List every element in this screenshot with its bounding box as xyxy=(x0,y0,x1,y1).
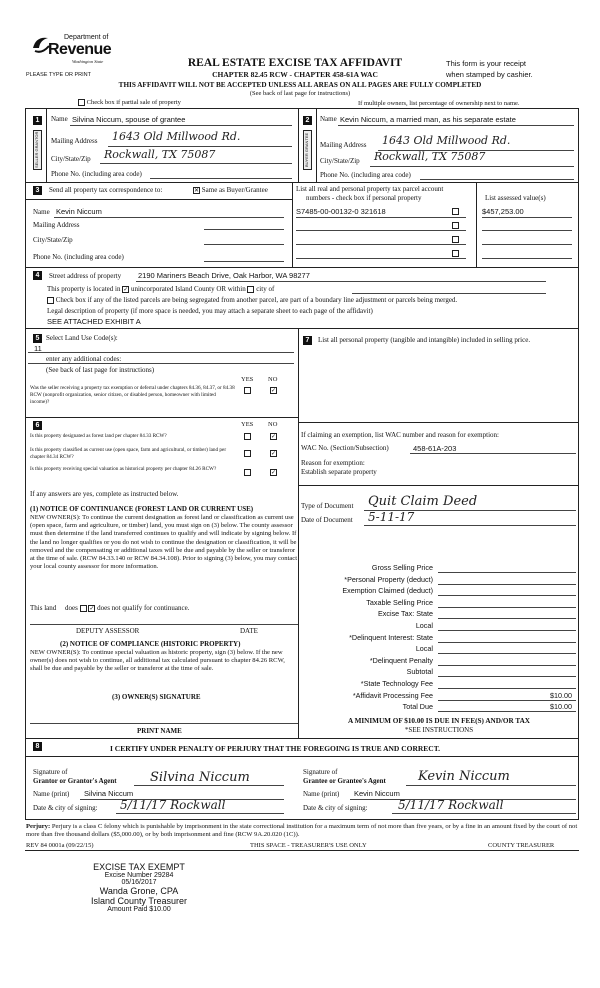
s6-deputy-label: DEPUTY ASSESSOR xyxy=(76,627,140,635)
s7-reason-value: Establish separate property xyxy=(301,468,377,476)
parcel-header-1: List all real and personal property tax parcel account xyxy=(296,185,444,193)
county-treasurer: COUNTY TREASURER xyxy=(488,842,555,849)
s6-print-name: PRINT NAME xyxy=(137,727,182,735)
s8-grantor-date: 5/11/17 Rockwall xyxy=(120,798,226,812)
section-3-number: 3 xyxy=(33,186,42,195)
s6-land-row xyxy=(30,604,189,612)
s4-segregated-label: Check box if any of the listed parcels are being segregated from another parcel, are part of a boundary line adjustment or parcels being merged. xyxy=(55,296,458,304)
city-of-checkbox[interactable] xyxy=(247,286,254,293)
s6-q3: Is this property receiving special valuation as historical property per chapter 84.26 RCW? xyxy=(30,466,217,472)
s7-label: List all personal property (tangible and intangible) included in selling price. xyxy=(318,336,531,344)
s6-q2-no[interactable]: ✓ xyxy=(271,450,277,457)
parcel-personal-checkbox-4[interactable] xyxy=(452,250,459,257)
partial-sale-row xyxy=(78,99,181,106)
s4-located-label-2: unincorporated Island County OR within xyxy=(130,285,246,293)
s5-label: Select Land Use Code(s): xyxy=(46,334,118,342)
stamp-line-2: Excise Number 29284 xyxy=(104,872,174,879)
minimum-note: A MINIMUM OF $10.00 IS DUE IN FEE(S) AND/OR TAX xyxy=(348,717,530,725)
s5-see-back: (See back of last page for instructions) xyxy=(46,366,155,374)
section-2-number: 2 xyxy=(303,116,312,125)
s7-reason-label: Reason for exemption: xyxy=(301,459,365,467)
s6-date-label: DATE xyxy=(240,627,258,635)
parcel-personal-checkbox-2[interactable] xyxy=(452,222,459,229)
unincorporated-checkbox[interactable]: ✓ xyxy=(123,285,129,293)
s6-q3-yes[interactable] xyxy=(244,469,251,476)
s1-name-value: Silvina Niccum, spouse of grantee xyxy=(72,115,186,124)
s5-yes-header: YES xyxy=(241,376,254,383)
s8-grantee-label: Grantee or Grantee's Agent xyxy=(303,777,386,785)
s3-city-label: City/State/Zip xyxy=(33,236,73,244)
section-4-number: 4 xyxy=(33,271,42,280)
form-subtitle: CHAPTER 82.45 RCW - CHAPTER 458-61A WAC xyxy=(212,70,378,79)
seller-grantor-label: SELLER GRANTOR xyxy=(33,130,42,170)
s6-c2-title: (2) NOTICE OF COMPLIANCE (HISTORIC PROPERTY) xyxy=(60,640,241,648)
s2-name-value: Kevin Niccum, a married man, as his separate estate xyxy=(340,115,516,124)
s7-wac-label: WAC No. (Section/Subsection) xyxy=(301,444,389,452)
fee-label: Total Due xyxy=(402,702,433,712)
s6-does: does xyxy=(65,604,78,612)
s3-send-label: Send all property tax correspondence to: xyxy=(49,186,163,194)
s8-grantee-sig-label: Signature of xyxy=(303,768,338,776)
s1-phone-label: Phone No. (including area code) xyxy=(51,170,142,178)
form-rev: REV 84 0001a (09/22/15) xyxy=(26,842,94,849)
dor-logo-word: Revenue xyxy=(48,41,112,58)
s1-city-value: Rockwall, TX 75087 xyxy=(104,148,216,161)
s1-city-label: City/State/Zip xyxy=(51,155,91,163)
s3-phone-label: Phone No. (including area code) xyxy=(33,253,124,261)
s8-grantee-date: 5/11/17 Rockwall xyxy=(398,798,504,812)
s6-does-not: does not qualify for continuance. xyxy=(97,604,190,612)
s7-doc-type-value: Quit Claim Deed xyxy=(368,494,478,509)
s2-name-label: Name xyxy=(320,115,337,123)
type-or-print-note: PLEASE TYPE OR PRINT xyxy=(26,72,92,78)
s8-grantee-name: Kevin Niccum xyxy=(354,789,400,798)
form-warning: THIS AFFIDAVIT WILL NOT BE ACCEPTED UNLESS ALL AREAS ON ALL PAGES ARE FULLY COMPLETED xyxy=(118,81,482,89)
s6-does-checkbox[interactable] xyxy=(80,605,87,612)
s5-question: Was the seller receiving a property tax exemption or deferral under chapters 84.36, 84.37, or 84.38 RCW (nonprofit organization, senior citizen, or disabled person, homeowner with limited income)? xyxy=(30,385,235,405)
stamp-line-3: 05/16/2017 xyxy=(121,879,157,886)
perjury-text: Perjury is a class C felony which is punishable by imprisonment in the state correctional institution for a maximum term of not more than five years, or by a fine in an amount fixed by the court of not more than five thousand dollars ($5,000.00), or by both imprisonment and fine (RCW 9A.20.020 (1C)). xyxy=(26,823,578,838)
s6-q2-yes[interactable] xyxy=(244,450,251,457)
fee-label: *Delinquent Interest: State xyxy=(349,632,433,642)
s4-located-label-1: This property is located in xyxy=(47,285,121,293)
fee-label: Local xyxy=(415,621,433,630)
s4-street-value: 2190 Mariners Beach Drive, Oak Harbor, WA 98277 xyxy=(138,271,310,280)
parcel-header-2: numbers - check box if personal property xyxy=(306,194,422,202)
parcel-number: S7485-00-00132-0 321618 xyxy=(296,207,386,216)
same-as-buyer-checkbox[interactable]: ✕ xyxy=(194,186,200,194)
s4-located-label-3: city of xyxy=(256,285,275,293)
fee-value: $10.00 xyxy=(550,690,572,700)
s2-city-label: City/State/Zip xyxy=(320,157,360,165)
s1-name-label: Name xyxy=(51,115,68,123)
s3-same-row xyxy=(193,186,268,194)
s8-grantor-signature: Silvina Niccum xyxy=(150,770,250,785)
s1-mail-label: Mailing Address xyxy=(51,137,98,145)
s2-city-value: Rockwall, TX 75087 xyxy=(374,150,486,163)
fee-label: *State Technology Fee xyxy=(360,679,433,688)
s2-mail-value: 1643 Old Millwood Rd. xyxy=(382,134,511,147)
fee-label: Exemption Claimed (deduct) xyxy=(342,586,433,596)
s4-street-label: Street address of property xyxy=(49,272,122,280)
fee-label: *Personal Property (deduct) xyxy=(344,574,433,584)
receipt-note-1: This form is your receipt xyxy=(446,59,527,68)
form-title: REAL ESTATE EXCISE TAX AFFIDAVIT xyxy=(187,57,403,69)
parcel-personal-checkbox-1[interactable] xyxy=(452,208,459,215)
s6-c1-title: (1) NOTICE OF CONTINUANCE (FOREST LAND OR CURRENT USE) xyxy=(30,505,254,513)
s8-grantor-date-label: Date & city of signing: xyxy=(33,804,98,812)
s5-no-header: NO xyxy=(268,376,278,383)
s2-mail-label: Mailing Address xyxy=(320,141,367,149)
dor-logo xyxy=(26,32,126,66)
s3-name-label: Name xyxy=(33,208,50,216)
see-instructions-note: *SEE INSTRUCTIONS xyxy=(404,726,474,734)
section-1-number: 1 xyxy=(33,116,42,125)
see-back-note: (See back of last page for instructions) xyxy=(249,90,351,97)
assessed-header: List assessed value(s) xyxy=(485,194,546,202)
fee-label: *Affidavit Processing Fee xyxy=(352,690,433,700)
s6-c1-text: NEW OWNER(S): To continue the current designation as forest land or classification as current use (open space, farm and agriculture, or timber) land, you must sign on (3) below. The county assessor must then determine if the land transferred continues to qualify and will indicate by signing below. If the land no longer qualifies or you do not wish to continue the designation or classification, it will be removed and the compensating or additional taxes will be due and payable by the seller or transferor at the time of sale. (RCW 84.33.140 or RCW 84.34.108). Prior to signing (3) below, you may contact your local county assessor for more information. xyxy=(30,514,298,571)
s4-segregated-row xyxy=(47,296,577,304)
s8-grantor-label: Grantor or Grantor's Agent xyxy=(33,777,117,785)
stamp-line-5: Island County Treasurer xyxy=(90,896,188,906)
section-6-number: 6 xyxy=(33,421,42,430)
perjury-title: Perjury: xyxy=(26,823,51,830)
fee-label: Taxable Selling Price xyxy=(366,597,433,607)
s7-doc-date-value: 5-11-17 xyxy=(368,510,415,524)
fee-label: Excise Tax: State xyxy=(378,609,433,619)
s7-doc-type-label: Type of Document xyxy=(301,502,354,510)
s6-does-not-checkbox[interactable]: ✓ xyxy=(89,604,95,612)
s6-if-yes: If any answers are yes, complete as instructed below. xyxy=(30,490,179,498)
s6-yes-header: YES xyxy=(241,421,254,428)
s8-grantee-name-label: Name (print) xyxy=(303,790,340,798)
s8-grantor-name: Silvina Niccum xyxy=(84,789,134,798)
s7-wac-value: 458-61A-203 xyxy=(413,444,457,453)
s2-phone-label: Phone No. (including area code) xyxy=(320,171,411,179)
stamp-line-6: Amount Paid $10.00 xyxy=(107,906,171,913)
s7-exemption-label: If claiming an exemption, list WAC number and reason for exemption: xyxy=(301,431,499,439)
s4-located-row xyxy=(47,285,274,293)
s7-doc-date-label: Date of Document xyxy=(301,516,353,524)
section-8-number: 8 xyxy=(33,742,42,751)
s8-grantee-date-label: Date & city of signing: xyxy=(303,804,368,812)
stamp-line-1: EXCISE TAX EXEMPT xyxy=(93,862,185,872)
dor-logo-tagline: Washington State xyxy=(72,59,104,64)
s1-mail-value: 1643 Old Millwood Rd. xyxy=(112,130,241,143)
receipt-note-2: when stamped by cashier. xyxy=(446,70,533,79)
s6-q1-yes[interactable] xyxy=(244,433,251,440)
s6-this-land: This land xyxy=(30,604,57,612)
s5-additional-label: enter any additional codes: xyxy=(46,355,122,363)
perjury-block xyxy=(26,823,578,839)
s3-name-value: Kevin Niccum xyxy=(56,207,102,216)
fee-value: $10.00 xyxy=(550,702,572,712)
partial-sale-checkbox[interactable] xyxy=(78,99,85,106)
s6-c2-text: NEW OWNER(S): To continue special valuation as historic property, sign (3) below. If the new owner(s) does not wish to continue, all additional tax calculated pursuant to chapter 84.26 RCW, shall be due and payable by the seller or transferor at the time of sale. xyxy=(30,649,285,673)
s6-q2: Is this property classified as current use (open space, farm and agricultural, or timber) land per chapter 84.34 RCW? xyxy=(30,447,227,460)
s8-grantor-sig-label: Signature of xyxy=(33,768,68,776)
same-as-buyer-label: Same as Buyer/Grantee xyxy=(201,186,268,194)
section-5-number: 5 xyxy=(33,334,42,343)
fee-label: *Delinquent Penalty xyxy=(369,655,433,665)
fee-label: Local xyxy=(415,644,433,654)
s5-no-checkbox[interactable]: ✓ xyxy=(271,387,277,394)
stamp-line-4: Wanda Grone, CPA xyxy=(99,886,179,896)
s8-grantor-name-label: Name (print) xyxy=(33,790,70,798)
section-7-number: 7 xyxy=(303,336,312,345)
segregated-checkbox[interactable] xyxy=(47,297,54,304)
s3-mail-label: Mailing Address xyxy=(33,221,80,229)
s6-no-header: NO xyxy=(268,421,278,428)
s5-code: 11 xyxy=(34,344,42,353)
s5-yes-checkbox[interactable] xyxy=(244,387,251,394)
s8-certify: I CERTIFY UNDER PENALTY OF PERJURY THAT THE FOREGOING IS TRUE AND CORRECT. xyxy=(110,744,441,753)
s6-q1-no[interactable]: ✓ xyxy=(271,433,277,440)
s6-q3-no[interactable]: ✓ xyxy=(271,469,277,476)
assessed-value: $457,253.00 xyxy=(482,207,524,216)
treasurer-stamp xyxy=(64,862,214,913)
s8-grantee-signature: Kevin Niccum xyxy=(418,769,510,784)
fee-label: Subtotal xyxy=(406,667,433,677)
s6-c3-title: (3) OWNER(S) SIGNATURE xyxy=(112,693,201,701)
s4-legal-label: Legal description of property (if more space is needed, you may attach a separate sheet to each page of the affidavit) xyxy=(47,307,373,315)
dor-dept-line: Department of xyxy=(64,34,109,41)
s6-q1: Is this property designated as forest land per chapter 84.33 RCW? xyxy=(30,433,167,439)
buyer-grantee-label: BUYER GRANTEE xyxy=(303,130,312,170)
multiple-owners-note: If multiple owners, list percentage of ownership next to name. xyxy=(358,100,520,107)
treasurer-use: THIS SPACE - TREASURER'S USE ONLY xyxy=(250,842,367,849)
partial-sale-label: Check box if partial sale of property xyxy=(86,99,181,106)
parcel-personal-checkbox-3[interactable] xyxy=(452,236,459,243)
s4-legal-value: SEE ATTACHED EXHIBIT A xyxy=(47,317,141,326)
fee-label: Gross Selling Price xyxy=(371,563,433,572)
